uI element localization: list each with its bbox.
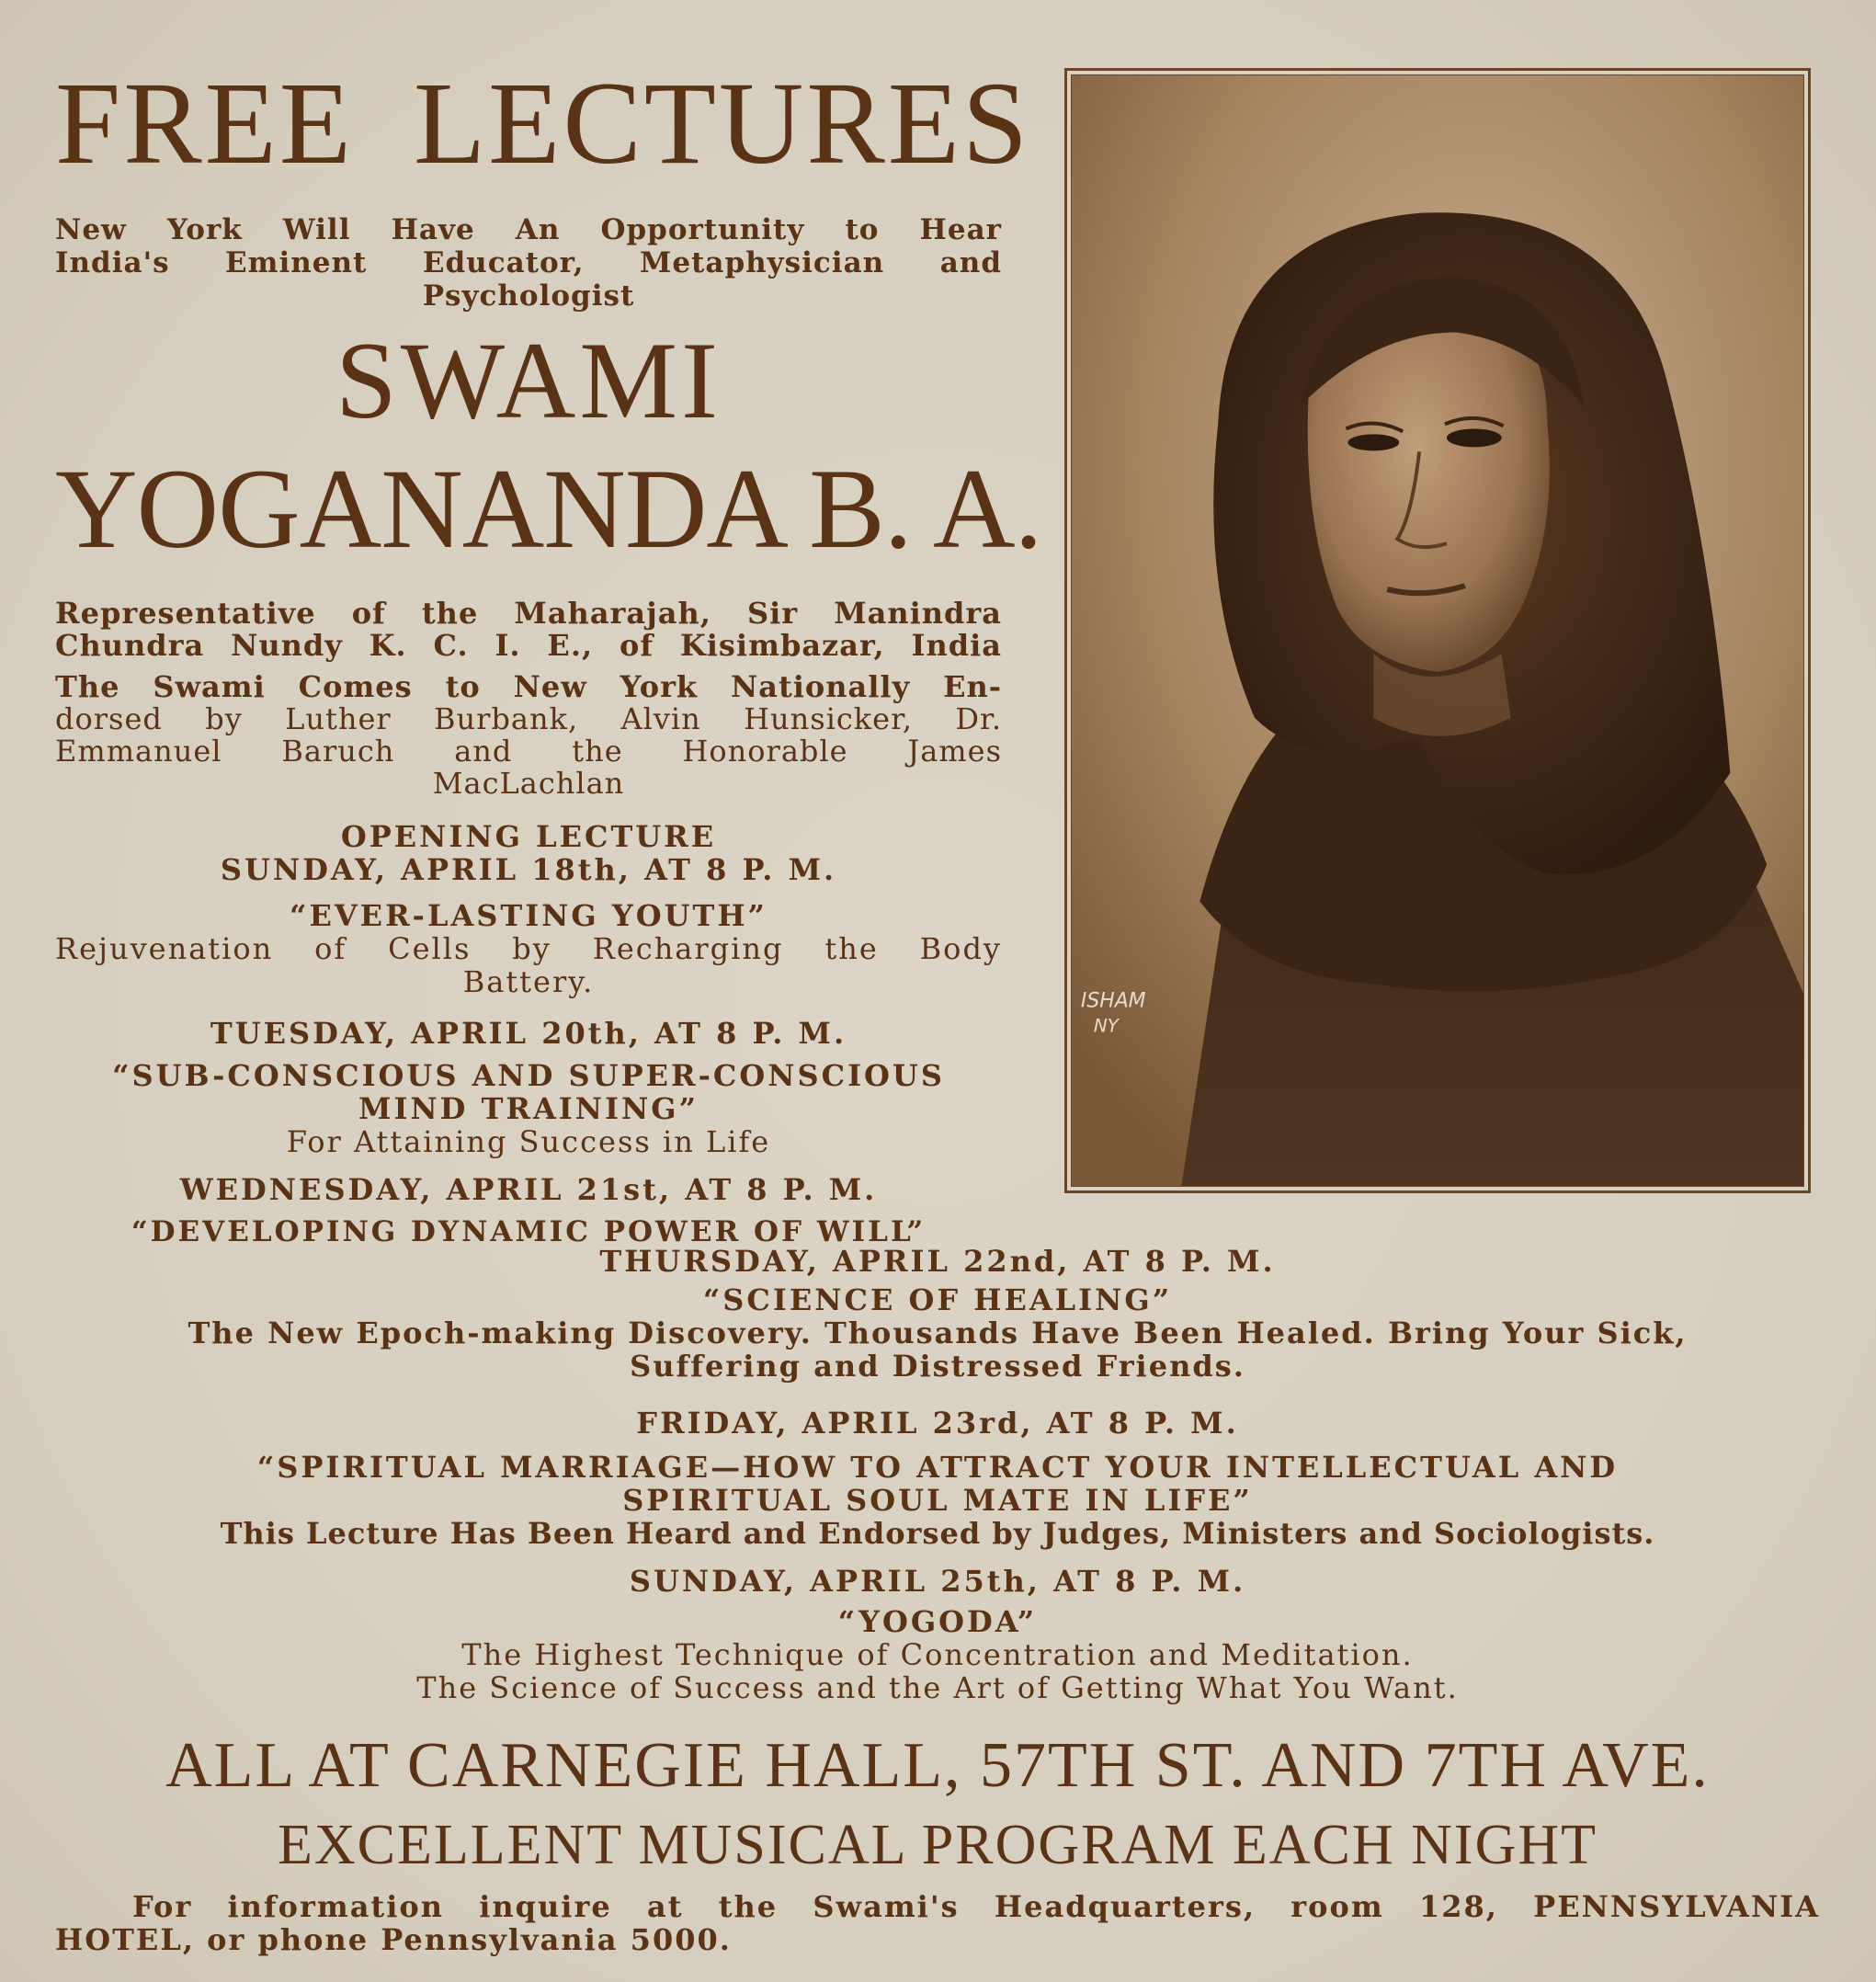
representative-line: Chundra Nundy K. C. I. E., of Kisimbazar, India <box>55 628 1002 663</box>
lecture-title: “DEVELOPING DYNAMIC POWER OF WILL” <box>131 1215 927 1248</box>
endorsement-line: Emmanuel Baruch and the Honorable James <box>55 734 1002 769</box>
portrait-photo <box>1071 74 1804 1187</box>
intro-line: India's Eminent Educator, Metaphysician and <box>55 246 1002 279</box>
lecture-title: MIND TRAINING” <box>358 1091 699 1126</box>
lecture-opening <box>55 820 1002 998</box>
lecture-description: Suffering and Distressed Friends. <box>630 1349 1245 1384</box>
photographer-mark: NY <box>1093 1015 1119 1037</box>
endorsement-line: dorsed by Luther Burbank, Alvin Hunsicker, Dr. <box>55 701 1002 736</box>
lecture-wednesday <box>55 1173 1002 1248</box>
intro-line: New York Will Have An Opportunity to Hear <box>55 213 1002 246</box>
left-column <box>55 55 1042 1248</box>
representative-line: Representative of the Maharajah, Sir Manindra <box>55 596 1002 631</box>
lecture-title: “EVER-LASTING YOUTH” <box>290 898 767 933</box>
intro-text <box>55 213 1002 313</box>
lecture-date: OPENING LECTURE <box>340 819 717 854</box>
portrait-photo-frame <box>1064 68 1811 1193</box>
lecture-description: The Highest Technique of Concentration and Meditation. <box>461 1637 1414 1672</box>
representative-text <box>55 598 1002 662</box>
lecture-date: SUNDAY, APRIL 25th, AT 8 P. M. <box>629 1564 1246 1599</box>
lecture-title: “YOGODA” <box>837 1604 1038 1639</box>
lecture-title: “SUB-CONSCIOUS AND SUPER-CONSCIOUS <box>112 1058 945 1093</box>
lecture-description: Rejuvenation of Cells by Recharging the Body <box>55 931 1002 966</box>
lecture-description: Battery. <box>462 964 595 999</box>
music-text: EXCELLENT MUSICAL PROGRAM EACH NIGHT <box>278 1814 1597 1876</box>
lecture-date: SUNDAY, APRIL 18th, AT 8 P. M. <box>220 852 837 887</box>
lecture-description: The New Epoch-making Discovery. Thousands Have Been Healed. Bring Your Sick, <box>188 1316 1688 1350</box>
lecture-title: “SPIRITUAL MARRIAGE—HOW TO ATTRACT YOUR INTELLECTUAL AND <box>256 1450 1619 1485</box>
lecture-date: THURSDAY, APRIL 22nd, AT 8 P. M. <box>599 1244 1276 1279</box>
lecture-description: This Lecture Has Been Heard and Endorsed by Judges, Ministers and Sociologists. <box>220 1516 1655 1551</box>
endorsement-line: MacLachlan <box>432 766 625 801</box>
venue-text: ALL AT CARNEGIE HALL, 57TH ST. AND 7TH AVE. <box>165 1730 1710 1801</box>
headline-title: FREE LECTURES <box>55 58 1031 188</box>
info-line: For information inquire at the Swami's Headquarters, room 128, PENNSYLVANIA <box>132 1889 1820 1924</box>
endorsement-line: The Swami Comes to New York Nationally En- <box>55 669 1002 704</box>
lecture-sunday <box>55 1565 1820 1704</box>
intro-line: Psychologist <box>422 279 635 313</box>
lecture-date: FRIDAY, APRIL 23rd, AT 8 P. M. <box>636 1406 1239 1441</box>
info-text <box>55 1890 1820 1956</box>
name-title-swami: SWAMI <box>335 319 722 441</box>
music-line <box>55 1814 1820 1876</box>
portrait-image <box>1072 75 1803 1186</box>
lecture-description: The Science of Success and the Art of Getting What You Want. <box>416 1670 1459 1705</box>
info-line: HOTEL, or phone Pennsylvania 5000. <box>55 1922 732 1957</box>
lecture-title: SPIRITUAL SOUL MATE IN LIFE” <box>622 1483 1253 1518</box>
lecture-friday <box>55 1407 1820 1550</box>
photographer-mark: ISHAM <box>1080 989 1146 1013</box>
venue-line <box>55 1730 1820 1801</box>
endorsement-text <box>55 671 1002 800</box>
lecture-date: WEDNESDAY, APRIL 21st, AT 8 P. M. <box>179 1172 878 1207</box>
name-title-yogananda: YOGANANDA B. A. <box>55 446 1042 572</box>
lecture-title: “SCIENCE OF HEALING” <box>702 1282 1173 1317</box>
lecture-tuesday <box>55 1017 1002 1158</box>
lecture-description: For Attaining Success in Life <box>286 1124 771 1159</box>
lecture-thursday <box>55 1245 1820 1383</box>
lecture-date: TUESDAY, APRIL 20th, AT 8 P. M. <box>210 1016 847 1051</box>
